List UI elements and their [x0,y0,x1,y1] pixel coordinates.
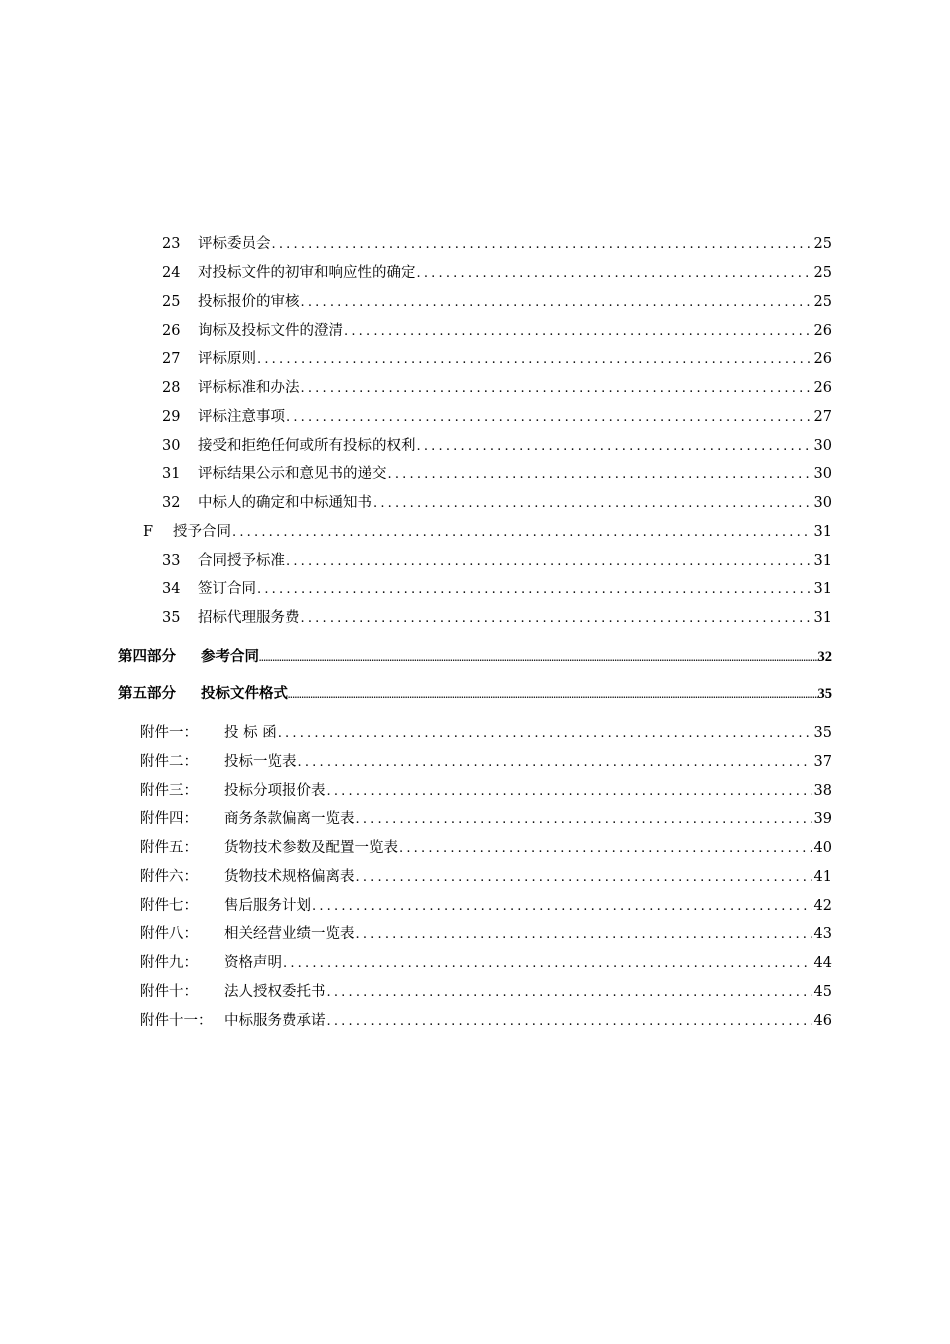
toc-attachment-entry[interactable] [140,781,832,802]
toc-part-entry[interactable] [118,684,832,705]
toc-entry-number: 30 [162,438,181,454]
toc-attachment-entry[interactable] [140,838,832,859]
toc-attachment-number: 附件十一： [140,1013,213,1029]
toc-entry-title: 询标及投标文件的澄清 [198,323,343,339]
toc-leader-dots [399,839,812,859]
toc-entry-number: 33 [162,553,181,569]
toc-leader-dots [301,609,812,629]
toc-part-number: 第五部分 [118,686,176,702]
toc-entry-title: 签订合同 [198,581,256,597]
toc-entry-title: 评标注意事项 [198,409,285,425]
toc-attachment-number: 附件五： [140,840,198,856]
toc-attachment-page: 44 [813,955,832,971]
toc-attachment-page: 46 [813,1013,832,1029]
toc-leader-dots [286,408,812,428]
toc-attachment-title: 售后服务计划 [224,898,311,914]
toc-leader-dots [232,523,812,543]
toc-attachment-entry[interactable] [140,953,832,974]
toc-leader-dots [288,685,818,705]
toc-leader-dots [356,810,812,830]
toc-entry-title: 招标代理服务费 [198,610,300,626]
toc-entry-title: 合同授予标准 [198,553,285,569]
toc-entry[interactable] [162,321,832,342]
toc-attachment-entry[interactable] [140,896,832,917]
toc-entry-page: 30 [813,438,832,454]
toc-section-entry[interactable] [143,522,832,543]
toc-attachment-page: 42 [813,898,832,914]
toc-attachment-number: 附件一： [140,725,198,741]
toc-attachment-number: 附件八： [140,926,198,942]
toc-part-page: 35 [817,686,832,702]
toc-entry-title: 评标标准和办法 [198,380,300,396]
toc-entry[interactable] [162,292,832,313]
toc-part-title: 投标文件格式 [201,686,288,702]
toc-entry-title: 中标人的确定和中标通知书 [198,495,372,511]
toc-leader-dots [356,868,812,888]
toc-leader-dots [259,648,818,668]
toc-leader-dots [327,1012,812,1032]
toc-entry-title: 投标报价的审核 [198,294,300,310]
toc-attachment-page: 39 [813,811,832,827]
toc-part-entry[interactable] [118,647,832,668]
toc-entry[interactable] [162,608,832,629]
toc-entry[interactable] [162,349,832,370]
toc-attachment-page: 38 [813,783,832,799]
toc-leader-dots [272,235,812,255]
toc-leader-dots [278,724,812,744]
toc-leader-dots [373,494,812,514]
toc-entry-page: 30 [813,466,832,482]
toc-entry-page: 26 [813,351,832,367]
toc-entry[interactable] [162,579,832,600]
toc-entry-page: 31 [813,581,832,597]
toc-attachment-number: 附件四： [140,811,198,827]
toc-entry[interactable] [162,493,832,514]
toc-entry-title: 评标结果公示和意见书的递交 [198,466,387,482]
toc-entry[interactable] [162,407,832,428]
toc-attachment-number: 附件二： [140,754,198,770]
toc-entry[interactable] [162,234,832,255]
toc-attachment-number: 附件十： [140,984,198,1000]
toc-leader-dots [257,350,812,370]
toc-leader-dots [356,925,812,945]
toc-attachment-page: 43 [813,926,832,942]
toc-attachment-title: 货物技术规格偏离表 [224,869,355,885]
toc-attachment-title: 商务条款偏离一览表 [224,811,355,827]
toc-attachment-title: 相关经营业绩一览表 [224,926,355,942]
toc-attachment-number: 附件三： [140,783,198,799]
toc-entry-number: 24 [162,265,181,281]
toc-attachment-number: 附件九： [140,955,198,971]
toc-part-page: 32 [817,649,832,665]
toc-entry-title: 评标原则 [198,351,256,367]
toc-entry[interactable] [162,551,832,572]
toc-leader-dots [327,782,812,802]
toc-entry-title: 对投标文件的初审和响应性的确定 [198,265,416,281]
toc-entry-number: 23 [162,236,181,252]
toc-entry-page: 25 [813,265,832,281]
toc-attachment-entry[interactable] [140,752,832,773]
toc-entry-title: 接受和拒绝任何或所有投标的权利 [198,438,416,454]
toc-entry-number: 26 [162,323,181,339]
toc-attachment-page: 35 [813,725,832,741]
toc-entry[interactable] [162,436,832,457]
toc-leader-dots [344,322,812,342]
toc-entry-number: 27 [162,351,181,367]
toc-leader-dots [327,983,812,1003]
toc-attachment-title: 中标服务费承诺 [224,1013,326,1029]
toc-entry-page: 26 [813,323,832,339]
toc-entry[interactable] [162,263,832,284]
toc-leader-dots [312,897,812,917]
toc-entry-number: 35 [162,610,181,626]
toc-attachment-title: 投标一览表 [224,754,297,770]
toc-entry[interactable] [162,464,832,485]
toc-entry-number: 28 [162,380,181,396]
toc-attachment-entry[interactable] [140,867,832,888]
toc-attachment-title: 货物技术参数及配置一览表 [224,840,398,856]
toc-entry[interactable] [162,378,832,399]
toc-attachment-entry[interactable] [140,924,832,945]
toc-leader-dots [388,465,812,485]
toc-entry-page: 27 [813,409,832,425]
toc-attachment-page: 41 [813,869,832,885]
toc-section-page: 31 [813,524,832,540]
toc-leader-dots [283,954,812,974]
toc-leader-dots [301,379,812,399]
toc-entry-page: 25 [813,236,832,252]
toc-attachment-entry[interactable] [140,809,832,830]
toc-attachment-entry[interactable] [140,723,832,744]
toc-leader-dots [286,552,812,572]
toc-attachment-page: 40 [813,840,832,856]
toc-entry-number: 29 [162,409,181,425]
toc-attachment-page: 45 [813,984,832,1000]
toc-section-title: 授予合同 [173,524,231,540]
toc-entry-page: 30 [813,495,832,511]
toc-entry-number: 25 [162,294,181,310]
toc-leader-dots [301,293,812,313]
toc-entry-number: 31 [162,466,181,482]
toc-entry-title: 评标委员会 [198,236,271,252]
toc-attachment-title: 投标分项报价表 [224,783,326,799]
toc-section-letter: F [143,524,154,540]
toc-leader-dots [417,437,812,457]
toc-attachment-title: 法人授权委托书 [224,984,326,1000]
toc-part-number: 第四部分 [118,649,176,665]
toc-attachment-page: 37 [813,754,832,770]
toc-entry-page: 26 [813,380,832,396]
toc-leader-dots [417,264,812,284]
toc-attachment-title: 投 标 函 [224,725,277,741]
toc-attachment-number: 附件七： [140,898,198,914]
toc-attachment-title: 资格声明 [224,955,282,971]
toc-entry-page: 25 [813,294,832,310]
toc-part-title: 参考合同 [201,649,259,665]
toc-leader-dots [257,580,812,600]
toc-entry-page: 31 [813,553,832,569]
toc-attachment-number: 附件六： [140,869,198,885]
toc-entry-number: 34 [162,581,181,597]
toc-attachment-entry[interactable] [140,982,832,1003]
toc-leader-dots [298,753,812,773]
toc-entry-page: 31 [813,610,832,626]
toc-attachment-entry[interactable] [140,1011,832,1032]
toc-entry-number: 32 [162,495,181,511]
